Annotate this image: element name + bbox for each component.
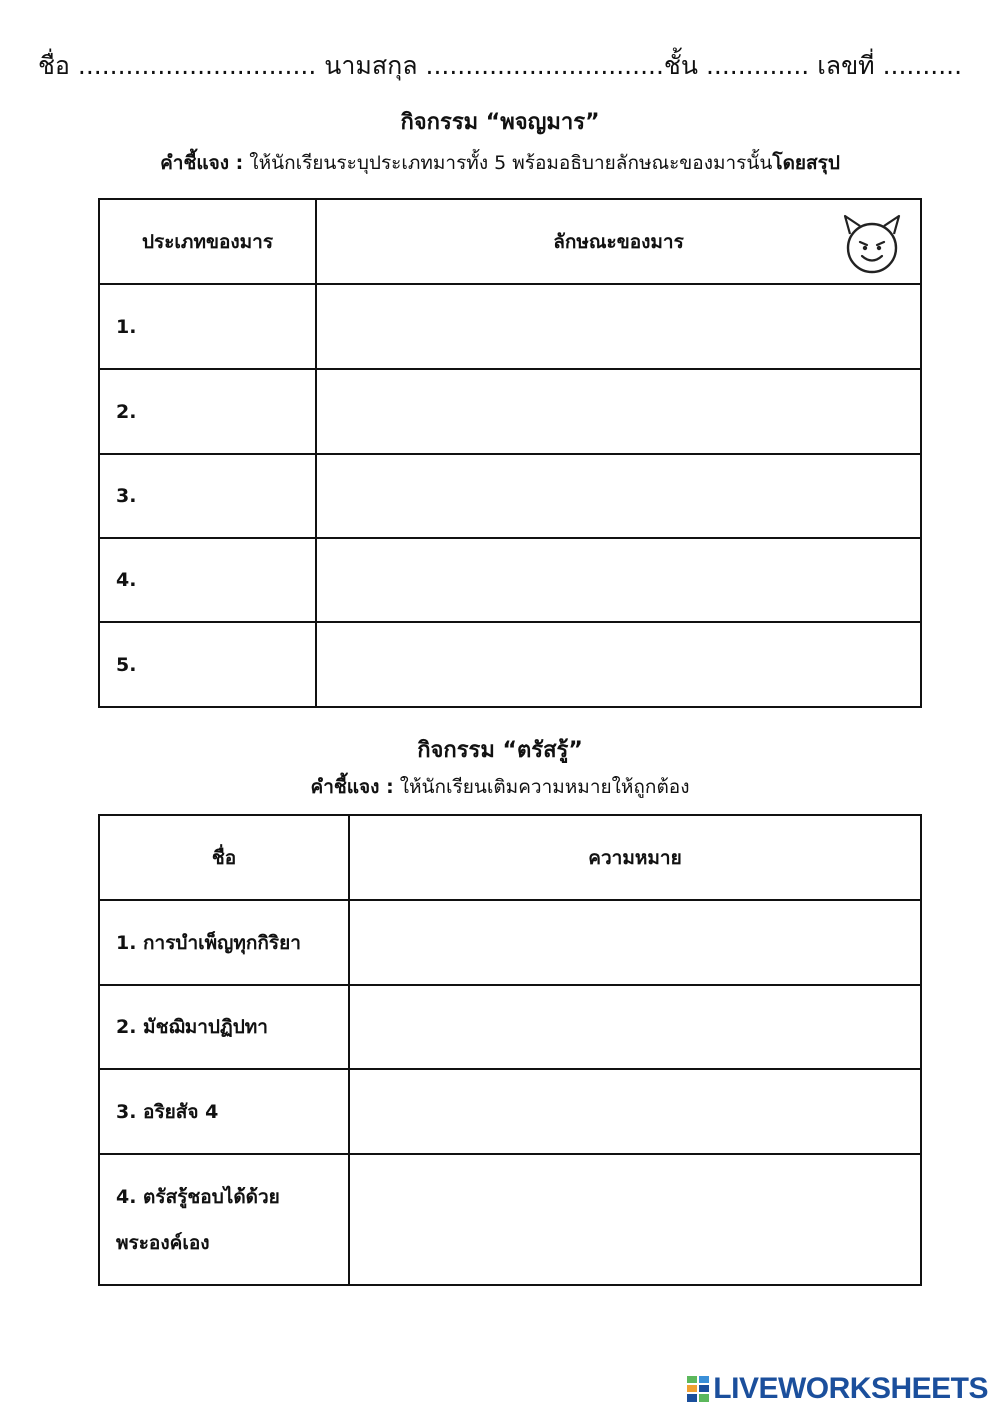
- activity2-instruction-label: คำชี้แจง :: [310, 776, 394, 798]
- term-cell: 4. ตรัสรู้ชอบได้ด้วยพระองค์เอง: [99, 1154, 349, 1285]
- surname-label: นามสกุล: [324, 51, 418, 80]
- term-cell: 3. อริยสัจ 4: [99, 1069, 349, 1154]
- term-cell: 2. มัชฌิมาปฏิปทา: [99, 985, 349, 1069]
- meaning-table-header: [99, 815, 921, 900]
- devil-smiley-icon: [842, 212, 902, 274]
- activity1-instruction: [0, 148, 1000, 178]
- student-info-line: [0, 46, 1000, 86]
- class-blank[interactable]: .............: [705, 51, 810, 80]
- demon-row-number: 3.: [99, 454, 316, 538]
- activity1-instruction-emphasis: โดยสรุป: [772, 152, 840, 174]
- demon-answer-cell[interactable]: [316, 284, 921, 369]
- activity1-title: กิจกรรม “พจญมาร”: [400, 110, 600, 135]
- class-label: ชั้น: [663, 51, 698, 80]
- number-label: เลขที่: [817, 51, 875, 80]
- meaning-answer-cell[interactable]: [349, 1069, 921, 1154]
- col-header-demon-traits-label: ลักษณะของมาร: [553, 230, 684, 253]
- table-row: [99, 1069, 921, 1154]
- meaning-answer-cell[interactable]: [349, 1154, 921, 1285]
- liveworksheets-logo-icon: [687, 1376, 709, 1402]
- table-row: [99, 284, 921, 369]
- demon-answer-cell[interactable]: [316, 538, 921, 622]
- liveworksheets-logo-text: LIVEWORKSHEETS: [713, 1372, 988, 1405]
- demon-answer-cell[interactable]: [316, 454, 921, 538]
- meaning-answer-cell[interactable]: [349, 900, 921, 985]
- meaning-answer-cell[interactable]: [349, 985, 921, 1069]
- demon-row-number: 1.: [99, 284, 316, 369]
- demon-row-number: 4.: [99, 538, 316, 622]
- number-blank[interactable]: ..........: [882, 51, 963, 80]
- term-cell: 1. การบำเพ็ญทุกกิริยา: [99, 900, 349, 985]
- activity1-instruction-label: คำชี้แจง :: [160, 152, 244, 174]
- table-row: [99, 985, 921, 1069]
- liveworksheets-logo: [687, 1372, 988, 1406]
- col-header-demon-traits: [316, 199, 921, 284]
- activity1-instruction-text: ให้นักเรียนระบุประเภทมารทั้ง 5 พร้อมอธิบายลักษณะของมารนั้น: [249, 152, 773, 174]
- name-blank[interactable]: ..............................: [77, 51, 317, 80]
- table-row: [99, 538, 921, 622]
- activity2-instruction: [0, 772, 1000, 802]
- table-row: [99, 454, 921, 538]
- demon-answer-cell[interactable]: [316, 622, 921, 707]
- demon-row-number: 2.: [99, 369, 316, 454]
- table-row: [99, 369, 921, 454]
- meaning-table: [98, 814, 922, 1286]
- col-header-term: ชื่อ: [99, 815, 349, 900]
- col-header-meaning: ความหมาย: [349, 815, 921, 900]
- demon-row-number: 5.: [99, 622, 316, 707]
- table-row: [99, 1154, 921, 1285]
- name-label: ชื่อ: [37, 51, 70, 80]
- surname-blank[interactable]: ..............................: [425, 51, 664, 80]
- demon-table-header: [99, 199, 921, 284]
- table-row: [99, 900, 921, 985]
- demon-answer-cell[interactable]: [316, 369, 921, 454]
- table-row: [99, 622, 921, 707]
- activity2-instruction-text: ให้นักเรียนเติมความหมายให้ถูกต้อง: [399, 776, 690, 798]
- activity2-title: กิจกรรม “ตรัสรู้”: [417, 738, 583, 763]
- col-header-demon-type: ประเภทของมาร: [99, 199, 316, 284]
- demon-table: [98, 198, 922, 708]
